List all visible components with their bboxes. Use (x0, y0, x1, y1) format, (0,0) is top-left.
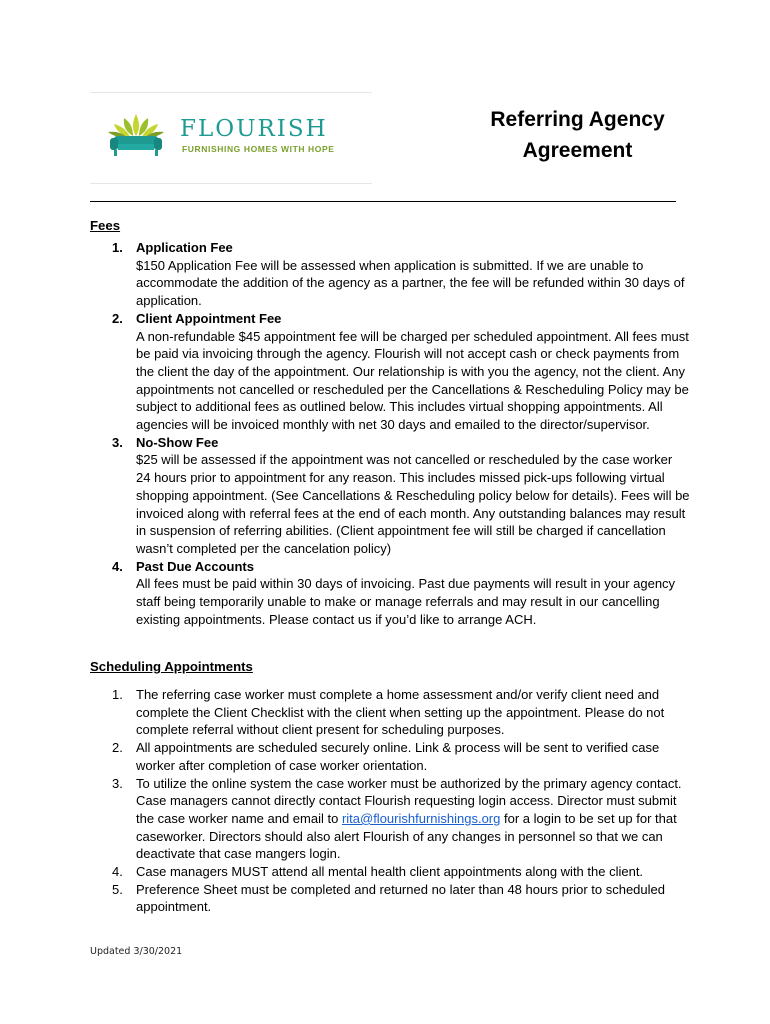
list-item (90, 863, 690, 881)
list-item (90, 739, 690, 774)
item-text: All appointments are scheduled securely online. Link & process will be sent to verified case worker after completion of case worker orientation. (136, 740, 660, 773)
logo-bottom-divider (90, 183, 372, 184)
scheduling-list (90, 686, 690, 916)
flourish-sofa-leaf-icon (106, 110, 166, 158)
fee-number: 3. (112, 434, 123, 450)
fee-number: 1. (112, 240, 123, 255)
fee-number: 4. (112, 558, 123, 574)
item-text-after-link: for a login to be set up for that caseworker. Directors should also alert Flourish of any changes in personnel so that we can deactivate that case mangers login. (136, 810, 677, 862)
item-text: Case managers MUST attend all mental health client appointments along with the client. (136, 864, 644, 880)
item-text: Preference Sheet must be completed and returned no later than 48 hours prior to scheduled appointment. (136, 881, 665, 915)
fee-item (90, 558, 690, 629)
item-number: 2. (112, 740, 123, 756)
logo-brand-name: FLOURISH (180, 116, 328, 142)
list-item (90, 775, 690, 864)
fee-title: Client Appointment Fee (136, 310, 282, 326)
fee-body: $25 will be assessed if the appointment was not cancelled or rescheduled by the case worker 24 hours prior to appointment for any reason. This includes missed pick-ups following virtual shopping appointment. (See Cancellations & Rescheduling policy below for details). Fees will be invoiced along with referral fees at the end of each month. Any outstanding balances may result in suspension of referring abilities. (Client appointment fee will still be charged if cancellation wasn’t completed per the cancelation policy) (136, 452, 690, 556)
fee-item (90, 434, 690, 558)
fee-item (90, 310, 690, 434)
header-divider (90, 201, 676, 202)
fee-body: $150 Application Fee will be assessed when application is submitted. If we are unable to accommodate the addition of the agency as a partner, the fee will be refunded within 30 days of application. (136, 257, 685, 309)
fee-number: 2. (112, 310, 123, 326)
flourish-logo (90, 92, 372, 184)
title-line-2: Agreement (522, 139, 633, 162)
logo-top-divider (90, 92, 372, 93)
logo-tagline: FURNISHING HOMES WITH HOPE (182, 144, 335, 154)
fee-title: Past Due Accounts (136, 558, 254, 574)
fee-body: All fees must be paid within 30 days of invoicing. Past due payments will result in your agency staff being temporarily unable to make or manage referrals and may result in our cancelling existing appointments. Please contact us if you’d like to arrange ACH. (136, 576, 676, 627)
document-title (470, 104, 685, 166)
item-number: 5. (112, 881, 123, 897)
item-number: 3. (112, 775, 123, 791)
fee-title: No-Show Fee (136, 434, 219, 450)
fee-title: Application Fee (136, 240, 233, 255)
title-line-1: Referring Agency (490, 108, 665, 131)
item-text: The referring case worker must complete a home assessment and/or verify client need and complete the Client Checklist with the client when setting up the appointment. Please do not complete referral without client present for scheduling purposes. (136, 687, 665, 738)
item-number: 1. (112, 687, 123, 702)
list-item (90, 881, 690, 916)
item-number: 4. (112, 864, 123, 880)
list-item (90, 686, 690, 739)
scheduling-heading: Scheduling Appointments (90, 659, 253, 674)
fees-heading: Fees (90, 218, 121, 233)
fees-list (90, 239, 690, 628)
fee-body: A non-refundable $45 appointment fee will be charged per scheduled appointment. All fees must be paid via invoicing through the agency. Flourish will not accept cash or check payments from the client the day of the appointment. Our relationship is with you the agency, not the client. Any appointments not cancelled or rescheduled per the Cancellations & Rescheduling Policy may be subject to additional fees as outlined below. This includes virtual shopping appointments. All agencies will be invoiced monthly with net 30 days and emailed to the director/supervisor. (136, 328, 689, 433)
fee-item (90, 239, 690, 310)
item-text-before-link: To utilize the online system the case worker must be authorized by the primary agency contact. Case managers cannot directly contact Flourish requesting login access. Director must submit the case worker name and email to (136, 775, 682, 826)
updated-date: Updated 3/30/2021 (90, 946, 183, 957)
email-link[interactable]: rita@flourishfurnishings.org (341, 810, 501, 826)
